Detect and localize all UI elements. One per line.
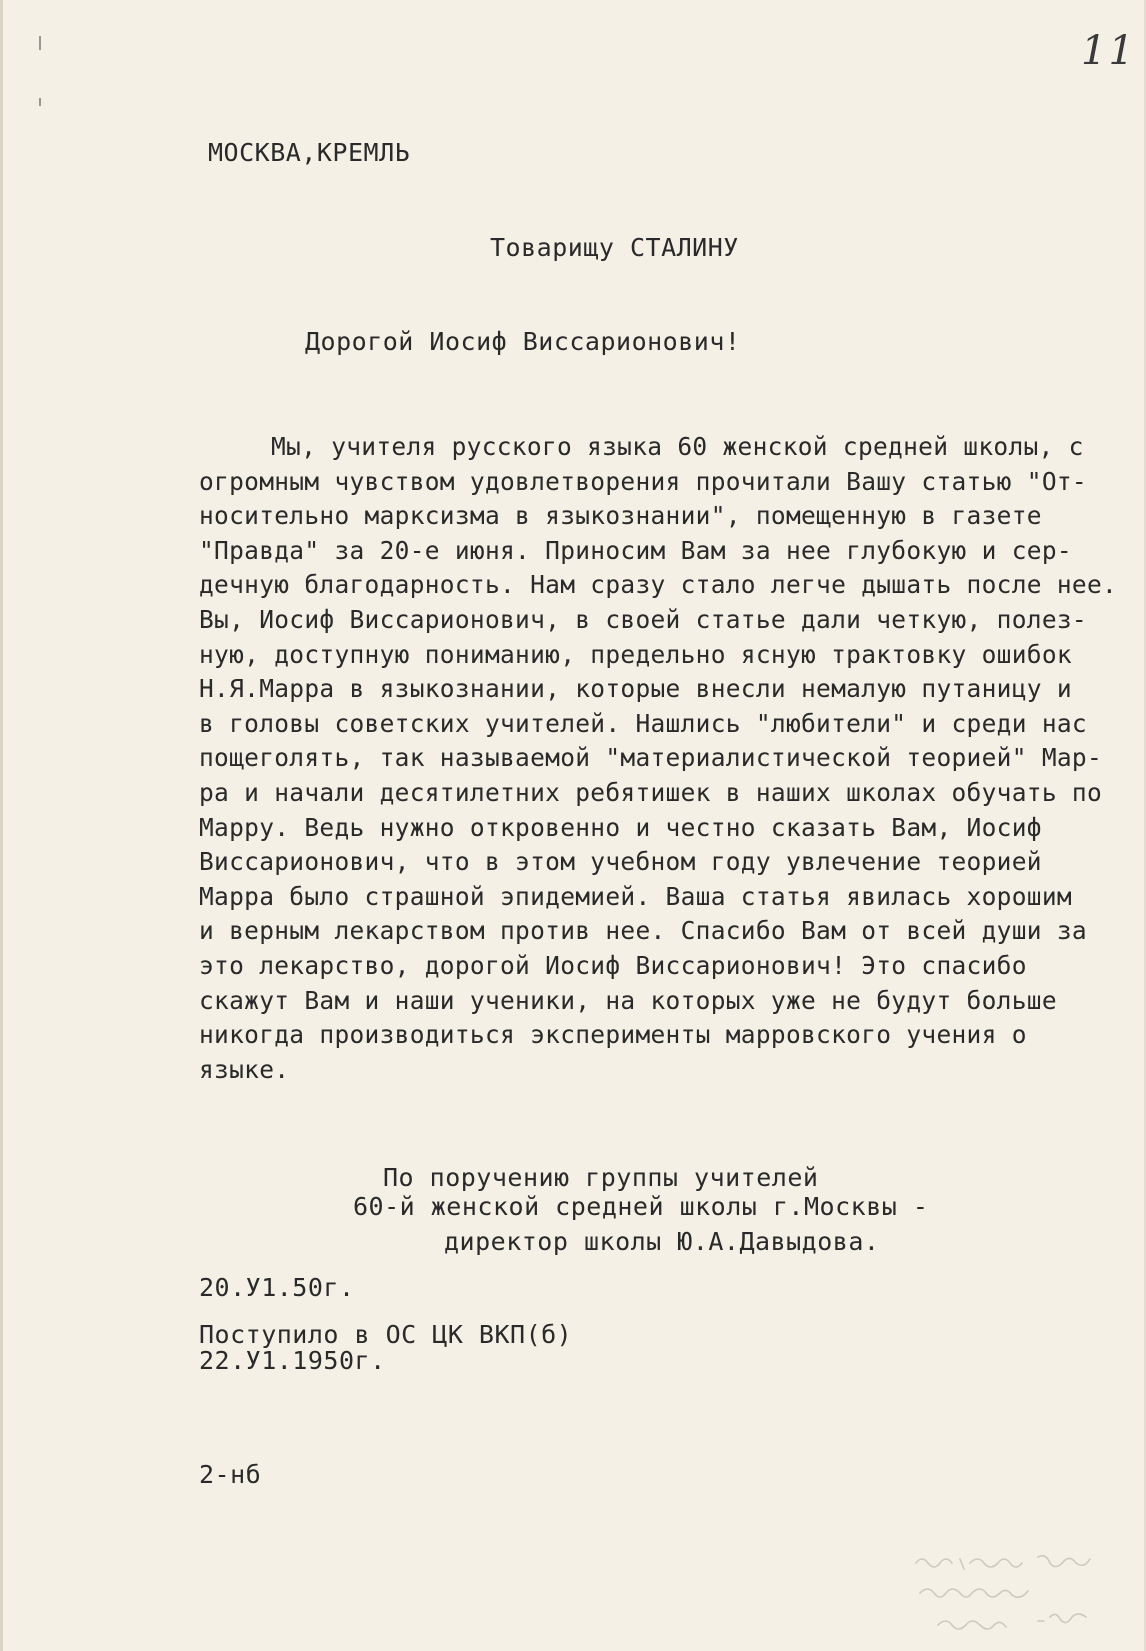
body-line: Н.Я.Марра в языкознании, которые внесли немалую путаницу и [199, 674, 1072, 704]
body-line: Вы, Иосиф Виссарионович, в своей статье дали четкую, полез- [199, 604, 1087, 634]
body-line: Мы, учителя русского языка 60 женской средней школы, с [271, 432, 1084, 461]
body-line: дечную благодарность. Нам сразу стало легче дышать после нее. [199, 570, 1118, 600]
signature-line-2: 60-й женской средней школы г.Москвы - [353, 1192, 929, 1221]
body-line: языке. [199, 1054, 290, 1084]
received-stamp-line-1: Поступило в ОС ЦК ВКП(б) [199, 1320, 573, 1349]
body-line: и верным лекарством против нее. Спасибо Вам от всей души за [199, 916, 1087, 946]
body-line: никогда производиться эксперименты марровского учения о [199, 1020, 1027, 1050]
body-line: пощеголять, так называемой "материалистической теорией" Мар- [199, 743, 1103, 773]
margin-mark [39, 36, 41, 50]
page-number: 11 [1081, 28, 1136, 74]
signature-line-1: По поручению группы учителей [383, 1163, 819, 1192]
margin-mark [39, 98, 41, 106]
body-line: огромным чувством удовлетворения прочитали Вашу статью "От- [199, 466, 1087, 496]
letter-date: 20.У1.50г. [199, 1273, 355, 1302]
body-line: это лекарство, дорогой Иосиф Виссарионович! Это спасибо [199, 950, 1027, 980]
addressee-line: Товарищу СТАЛИНУ [490, 233, 739, 262]
salutation-line: Дорогой Иосиф Виссарионович! [305, 327, 741, 356]
body-line: Марру. Ведь нужно откровенно и честно сказать Вам, Иосиф [199, 812, 1042, 842]
body-line: Виссарионович, что в этом учебном году увлечение теорией [199, 847, 1042, 877]
body-line: ра и начали десятилетних ребятишек в наших школах обучать по [199, 777, 1103, 807]
body-line: носительно марксизма в языкознании", помещенную в газете [199, 501, 1042, 531]
body-line: "Правда" за 20-е июня. Приносим Вам за нее глубокую и сер- [199, 535, 1072, 565]
signature-line-3: директор школы Ю.А.Давыдова. [444, 1227, 880, 1256]
body-line: ную, доступную пониманию, предельно ясную трактовку ошибок [199, 639, 1072, 669]
body-line: Марра было страшной эпидемией. Ваша статья явилась хорошим [199, 881, 1072, 911]
body-line: скажут Вам и наши ученики, на которых уже не будут больше [199, 985, 1057, 1015]
letter-body [199, 430, 1118, 1087]
registry-code: 2-нб [199, 1460, 262, 1489]
faint-pencil-annotation [908, 1545, 1108, 1635]
body-line: в головы советских учителей. Нашлись "любители" и среди нас [199, 708, 1087, 738]
address-line: МОСКВА,КРЕМЛЬ [208, 138, 411, 167]
received-stamp-line-2: 22.У1.1950г. [199, 1346, 386, 1375]
